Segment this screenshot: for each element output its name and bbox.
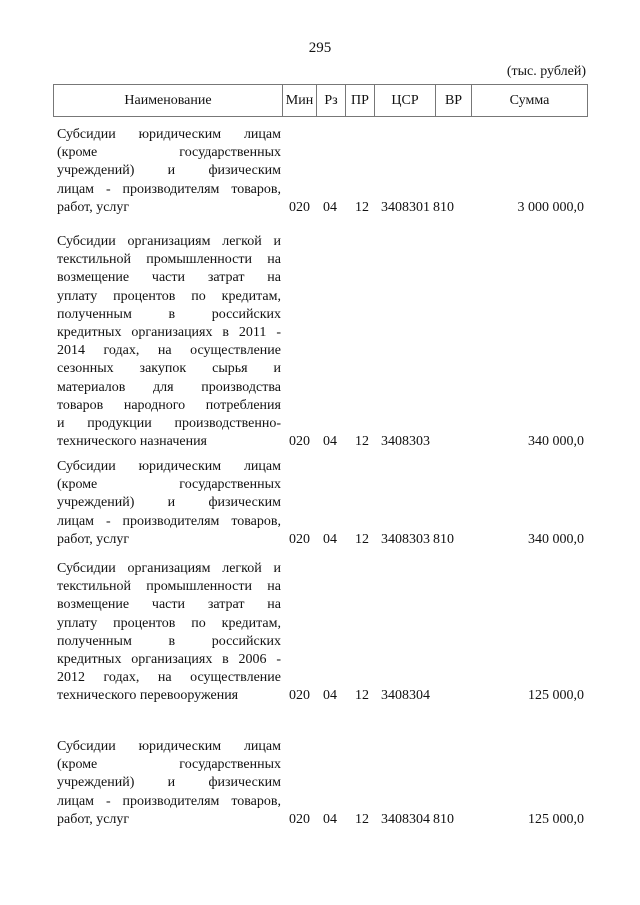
name-line: учреждений) и физическим	[57, 163, 281, 179]
header-csr: ЦСР	[375, 85, 436, 116]
cell-sum: 3 000 000,0	[517, 199, 584, 215]
cell-rz: 04	[323, 688, 337, 704]
name-line: кредитных организациях в 2006 -	[57, 652, 281, 668]
name-line: товаров народного потребления	[57, 397, 281, 413]
cell-csr: 3408304	[381, 688, 430, 704]
cell-rz: 04	[323, 434, 337, 450]
cell-min: 020	[289, 531, 310, 547]
name-line: Субсидии юридическим лицам	[57, 459, 281, 474]
header-min: Мин	[283, 85, 317, 116]
name-line: сезонных закупок сырья и	[57, 361, 281, 377]
name-line: учреждений) и физическим	[57, 775, 281, 791]
name-line: возмещение части затрат на	[57, 270, 281, 286]
name-line: лицам - производителям товаров,	[57, 513, 281, 529]
cell-min: 020	[289, 434, 310, 450]
cell-rz: 04	[323, 811, 337, 827]
name-line: кредитных организациях в 2011 -	[57, 325, 281, 341]
name-line: уплату процентов по кредитам,	[57, 615, 281, 631]
name-line: технического назначения	[57, 434, 207, 450]
cell-sum: 340 000,0	[528, 531, 584, 547]
row-codes	[0, 687, 640, 705]
cell-vr: 810	[433, 811, 454, 827]
cell-csr: 3408303	[381, 434, 430, 450]
row-name	[57, 560, 281, 706]
header-pr: ПР	[346, 85, 375, 116]
row-codes	[0, 199, 640, 217]
name-line: учреждений) и физическим	[57, 495, 281, 511]
cell-vr: 810	[433, 199, 454, 215]
cell-pr: 12	[355, 688, 369, 704]
header-rz: Рз	[317, 85, 346, 116]
header-vr: ВР	[436, 85, 472, 116]
name-line: Субсидии юридическим лицам	[57, 127, 281, 142]
cell-vr: 810	[433, 531, 454, 547]
name-line: текстильной промышленности на	[57, 579, 281, 595]
cell-sum: 340 000,0	[528, 434, 584, 450]
cell-pr: 12	[355, 531, 369, 547]
name-line: Субсидии юридическим лицам	[57, 739, 281, 754]
name-line: полученным в российских	[57, 306, 281, 322]
cell-min: 020	[289, 199, 310, 215]
name-line: лицам - производителям товаров,	[57, 793, 281, 809]
cell-pr: 12	[355, 199, 369, 215]
cell-csr: 3408304	[381, 811, 430, 827]
table-header	[53, 84, 588, 117]
row-name	[57, 233, 281, 451]
name-line: полученным в российских	[57, 633, 281, 649]
name-line: материалов для производства	[57, 379, 281, 395]
cell-csr: 3408303	[381, 531, 430, 547]
name-line: 2014 годах, на осуществление	[57, 343, 281, 359]
name-line: лицам - производителям товаров,	[57, 181, 281, 197]
cell-sum: 125 000,0	[528, 811, 584, 827]
row-codes	[0, 433, 640, 451]
cell-rz: 04	[323, 531, 337, 547]
row-codes	[0, 531, 640, 549]
name-line: работ, услуг	[57, 811, 130, 827]
name-line: возмещение части затрат на	[57, 597, 281, 613]
name-line: (кроме государственных	[57, 477, 281, 493]
cell-min: 020	[289, 811, 310, 827]
cell-sum: 125 000,0	[528, 688, 584, 704]
cell-pr: 12	[355, 434, 369, 450]
name-line: текстильной промышленности на	[57, 252, 281, 268]
cell-rz: 04	[323, 199, 337, 215]
name-line: Субсидии организациям легкой и	[57, 561, 281, 576]
header-name: Наименование	[54, 85, 283, 116]
name-line: работ, услуг	[57, 199, 130, 215]
name-line: (кроме государственных	[57, 145, 281, 161]
name-line: 2012 годах, на осуществление	[57, 670, 281, 686]
cell-csr: 3408301	[381, 199, 430, 215]
units-label: (тыс. рублей)	[506, 64, 586, 79]
name-line: и продукции производственно-	[57, 416, 281, 432]
name-line: работ, услуг	[57, 531, 130, 547]
row-codes	[0, 811, 640, 829]
header-sum: Сумма	[509, 92, 550, 108]
name-line: (кроме государственных	[57, 757, 281, 773]
name-line: Субсидии организациям легкой и	[57, 234, 281, 249]
cell-min: 020	[289, 688, 310, 704]
name-line: технического перевооружения	[57, 688, 239, 704]
cell-pr: 12	[355, 811, 369, 827]
name-line: уплату процентов по кредитам,	[57, 288, 281, 304]
page-number: 295	[308, 40, 332, 56]
